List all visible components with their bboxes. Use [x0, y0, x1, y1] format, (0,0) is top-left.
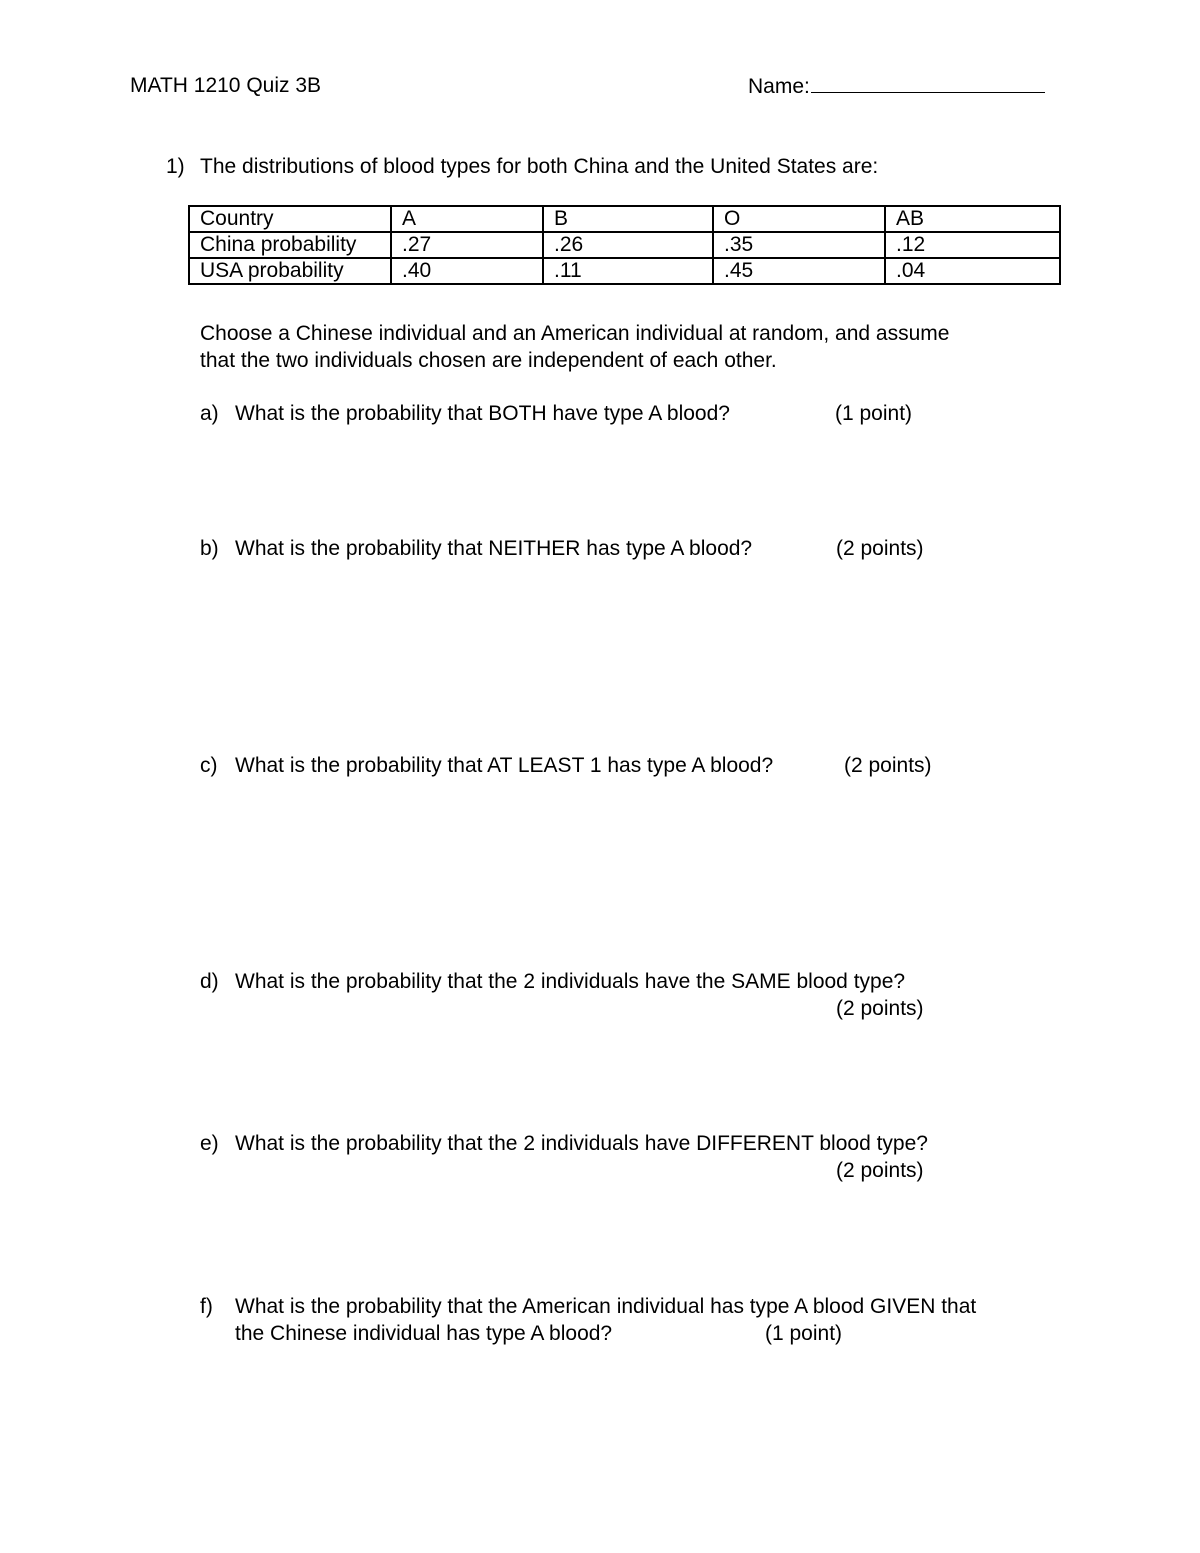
part-a-points: (1 point): [835, 402, 913, 425]
table-cell: .27: [391, 232, 543, 258]
table-cell: A: [391, 206, 543, 232]
name-field[interactable]: [748, 72, 1045, 100]
part-d-letter: d): [200, 970, 219, 993]
table-cell: .26: [543, 232, 713, 258]
part-b-letter: b): [200, 537, 219, 560]
part-b-question: What is the probability that NEITHER has type A blood?: [235, 537, 753, 560]
part-c-question: What is the probability that AT LEAST 1 has type A blood?: [235, 754, 774, 777]
part-f-question: What is the probability that the American individual has type A blood GIVEN that: [235, 1295, 977, 1318]
table-cell: O: [713, 206, 885, 232]
question-number: 1): [166, 155, 185, 178]
blood-type-table: [188, 205, 1061, 285]
table-row: [189, 258, 1060, 284]
part-b-points: (2 points): [836, 537, 924, 560]
part-e-points: (2 points): [836, 1159, 924, 1182]
table-cell: .11: [543, 258, 713, 284]
table-cell: .35: [713, 232, 885, 258]
part-c-points: (2 points): [844, 754, 932, 777]
context-line: Choose a Chinese individual and an American individual at random, and assume: [200, 322, 950, 345]
name-blank-line[interactable]: [811, 72, 1045, 93]
table-cell: China probability: [189, 232, 391, 258]
table-cell: .40: [391, 258, 543, 284]
table-cell: .45: [713, 258, 885, 284]
table-cell: USA probability: [189, 258, 391, 284]
table-header-row: [189, 206, 1060, 232]
quiz-title: MATH 1210 Quiz 3B: [130, 74, 322, 97]
part-a-letter: a): [200, 402, 219, 425]
table-cell: B: [543, 206, 713, 232]
part-d-points: (2 points): [836, 997, 924, 1020]
table-cell: .04: [885, 258, 1060, 284]
part-f-points: (1 point): [765, 1322, 843, 1345]
context-line: that the two individuals chosen are independent of each other.: [200, 349, 777, 372]
part-d-question: What is the probability that the 2 individuals have the SAME blood type?: [235, 970, 906, 993]
part-e-question: What is the probability that the 2 individuals have DIFFERENT blood type?: [235, 1132, 928, 1155]
context-paragraph: [200, 320, 1060, 374]
table-cell: Country: [189, 206, 391, 232]
part-c-letter: c): [200, 754, 218, 777]
part-a-question: What is the probability that BOTH have type A blood?: [235, 402, 730, 425]
table-row: [189, 232, 1060, 258]
name-label: Name:: [748, 75, 810, 98]
part-e-letter: e): [200, 1132, 219, 1155]
part-f-question-continued: the Chinese individual has type A blood?: [235, 1322, 613, 1345]
part-f-letter: f): [200, 1295, 213, 1318]
table-cell: AB: [885, 206, 1060, 232]
table-cell: .12: [885, 232, 1060, 258]
question-intro: The distributions of blood types for both China and the United States are:: [200, 155, 879, 178]
